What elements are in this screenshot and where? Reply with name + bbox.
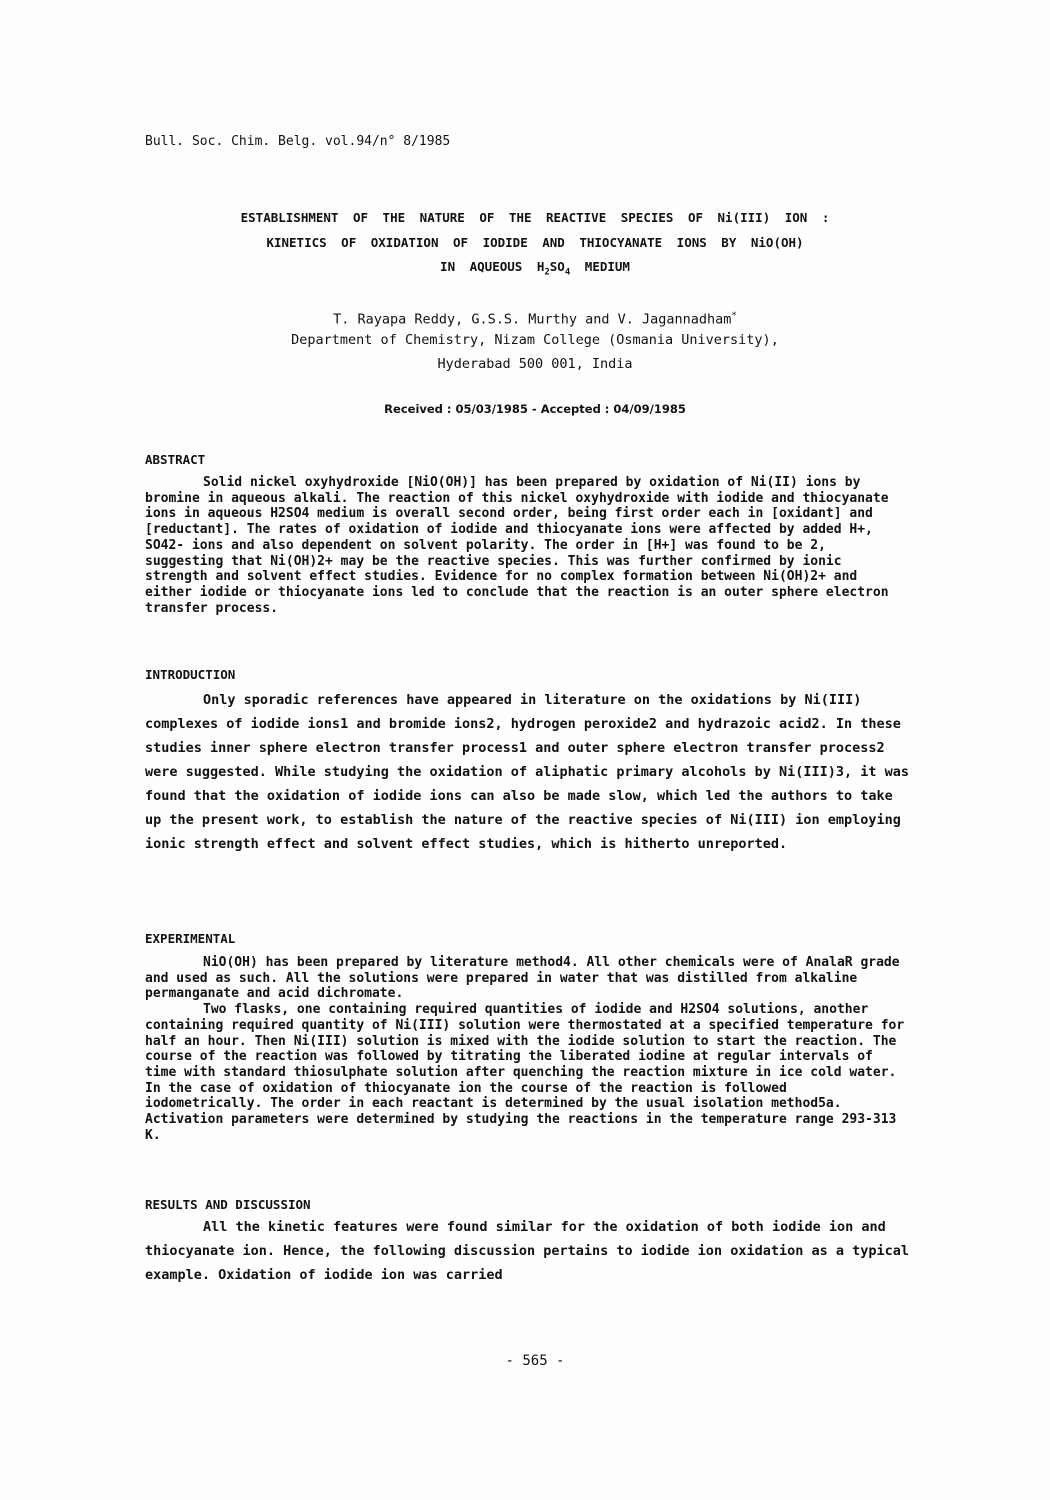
title-line-2: KINETICS OF OXIDATION OF IODIDE AND THIOCYANATE IONS BY NiO(OH) xyxy=(266,235,804,250)
results-body xyxy=(145,1215,915,1287)
results-heading: RESULTS AND DISCUSSION xyxy=(145,1197,311,1212)
abstract-text: Solid nickel oxyhydroxide [NiO(OH)] has been prepared by oxidation of Ni(II) ions by bromine in aqueous alkali. The reaction of this nickel oxyhydroxide with iodide and thiocyanate ions in aqueous H2SO4 medium is overall second order, being first order each in [oxidant] and [reductant]. The rates of oxidation of iodide and thiocyanate ions were affected by added H+, SO42- ions and also dependent on solvent polarity. The order in [H+] was found to be 2, suggesting that Ni(OH)2+ may be the reactive species. This was further confirmed by ionic strength and solvent effect studies. Evidence for no complex formation between Ni(OH)2+ and either iodide or thiocyanate ions led to conclude that the reaction is an outer sphere electron transfer process. xyxy=(145,475,897,616)
introduction-body xyxy=(145,688,915,856)
abstract-body xyxy=(145,475,905,616)
experimental-paragraph-2: Two flasks, one containing required quantities of iodide and H2SO4 solutions, another containing required quantity of Ni(III) solution were thermostated at a specified temperature for half an hour. Then Ni(III) solution is mixed with the iodide solution to start the reaction. The course of the reaction was followed by titrating the liberated iodine at regular intervals of time with standard thiosulphate solution after quenching the reaction mixture in ice cold water. In the case of oxidation of thiocyanate ion the course of the reaction is followed iodometrically. The order in each reactant is determined by the usual isolation method5a. Activation parameters were determined by studying the reactions in the temperature range 293-313 K. xyxy=(145,1002,913,1143)
introduction-text: Only sporadic references have appeared in literature on the oxidations by Ni(III) complexes of iodide ions1 and bromide ions2, hydrogen peroxide2 and hydrazoic acid2. In these studies inner sphere electron transfer process1 and outer sphere electron transfer process2 were suggested. While studying the oxidation of aliphatic primary alcohols by Ni(III)3, it was found that the oxidation of iodide ions can also be made slow, which led the authors to take up the present work, to establish the nature of the reactive species of Ni(III) ion employing ionic strength effect and solvent effect studies, which is hitherto unreported. xyxy=(145,692,910,852)
title-line-3: IN AQUEOUS $H_2SO_4$ MEDIUM xyxy=(440,259,630,278)
experimental-heading: EXPERIMENTAL xyxy=(145,931,236,946)
results-text: All the kinetic features were found similar for the oxidation of both iodide ion and thiocyanate ion. Hence, the following discussion pertains to iodide ion oxidation as a typical example. Oxidation of iodide ion was carried xyxy=(145,1219,910,1283)
author-names: T. Rayapa Reddy, G.S.S. Murthy and V. Jagannadham* xyxy=(333,311,737,328)
title-line-1: ESTABLISHMENT OF THE NATURE OF THE REACTIVE SPECIES OF Ni(III) ION : xyxy=(240,210,830,225)
experimental-paragraph-1: NiO(OH) has been prepared by literature method4. All other chemicals were of AnalaR grade and used as such. All the solutions were prepared in water that was distilled from alkaline permanganate and acid dichromate. xyxy=(145,955,908,1002)
page-number: - 565 - xyxy=(505,1353,565,1369)
author-affiliation: Department of Chemistry, Nizam College (Osmania University), xyxy=(291,332,779,348)
received-accepted-dates: Received : 05/03/1985 - Accepted : 04/09/1985 xyxy=(384,402,686,416)
introduction-heading: INTRODUCTION xyxy=(145,667,236,682)
journal-citation: Bull. Soc. Chim. Belg. vol.94/n° 8/1985 xyxy=(145,134,451,149)
abstract-heading: ABSTRACT xyxy=(145,452,206,467)
corresponding-author-mark: * xyxy=(731,311,737,321)
experimental-body xyxy=(145,955,913,1143)
author-city: Hyderabad 500 001, India xyxy=(437,356,633,372)
